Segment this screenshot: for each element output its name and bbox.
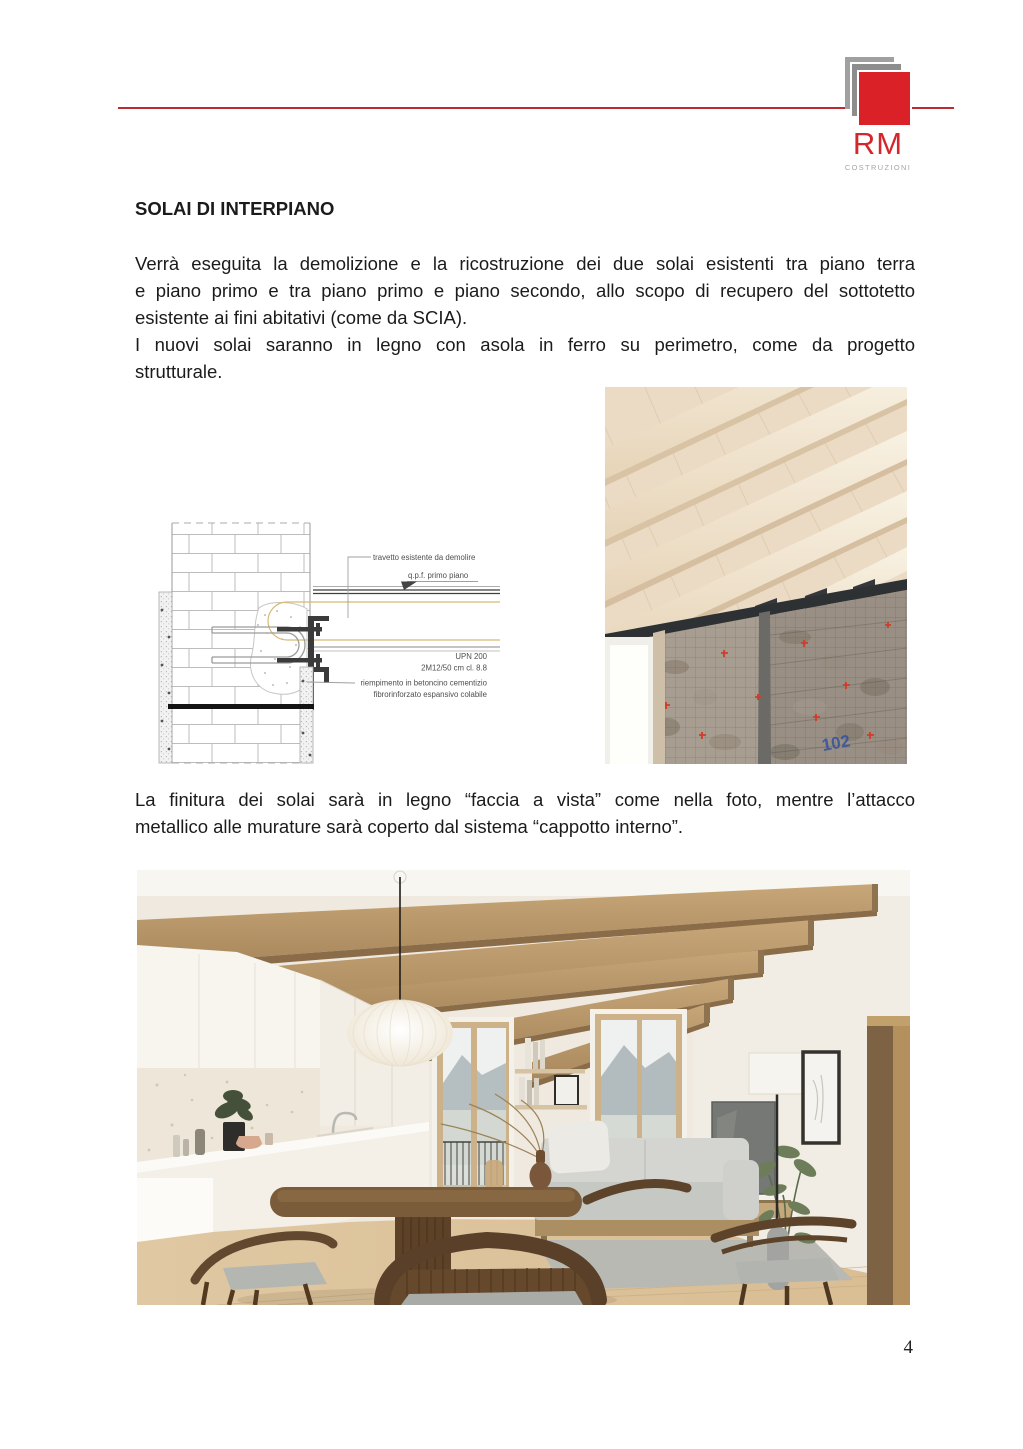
wall-art-frame <box>803 1052 839 1143</box>
finish-paragraph <box>135 786 915 840</box>
paragraph-line: strutturale. <box>135 361 223 382</box>
paragraph-line: I nuovi solai saranno in legno con asola in ferro su perimetro, come da progetto <box>135 334 915 355</box>
balcony-chair <box>485 1160 503 1190</box>
label-qpf: q.p.f. primo piano <box>408 571 469 580</box>
label-upn: UPN 200 <box>455 652 487 661</box>
label-riempimento-1: riempimento in betoncino cementizio <box>360 678 487 688</box>
anchor-bolt <box>277 627 322 632</box>
paragraph-line: metallico alle murature sarà coperto dal sistema “cappotto interno”. <box>135 816 684 837</box>
drawing-labels <box>360 553 487 699</box>
photo-interior-render <box>137 870 910 1305</box>
logo-square-front <box>859 72 910 125</box>
plaster-band-right <box>300 667 313 763</box>
plaster-band-left <box>159 592 172 763</box>
wall-marking-text: 102 <box>820 731 852 755</box>
sofa-cushion <box>547 1120 610 1174</box>
page-title: SOLAI DI INTERPIANO <box>135 198 335 219</box>
photo-timber-joists <box>605 387 907 764</box>
logo-subtitle: COSTRUZIONI <box>844 163 912 172</box>
bowl <box>236 1136 262 1149</box>
shelf-board <box>515 1069 585 1074</box>
label-bolts: 2M12/50 cm cl. 8.8 <box>421 663 487 673</box>
anchor-bolt <box>277 658 322 663</box>
paragraph-line: e piano primo e tra piano primo e piano secondo, allo scopo di recupero del sottotetto <box>135 280 915 301</box>
label-riempimento-2: fibrorinforzato espansivo colabile <box>373 690 487 699</box>
intro-paragraphs <box>135 250 915 385</box>
label-travetto: travetto esistente da demolire <box>373 553 476 562</box>
lamp-shade <box>749 1053 805 1094</box>
small-frame <box>555 1076 578 1105</box>
paragraph-line: Verrà eseguita la demolizione e la ricostruzione dei due solai esistenti tra piano terra <box>135 253 915 274</box>
existing-slab-line <box>168 704 314 709</box>
paragraph-line: La finitura dei solai sarà in legno “faccia a vista” come nella foto, mentre l’attacco <box>135 789 915 810</box>
technical-drawing-figure <box>155 515 500 770</box>
paragraph-line: esistente ai fini abitativi (come da SCIA). <box>135 307 468 328</box>
door-frame <box>867 1016 910 1305</box>
page-number: 4 <box>903 1337 913 1358</box>
shelf-board <box>515 1105 587 1110</box>
logo-initials: RM <box>852 126 904 161</box>
qpf-arrow <box>401 582 417 591</box>
floor-slab <box>313 587 500 652</box>
header-rule <box>118 107 954 109</box>
